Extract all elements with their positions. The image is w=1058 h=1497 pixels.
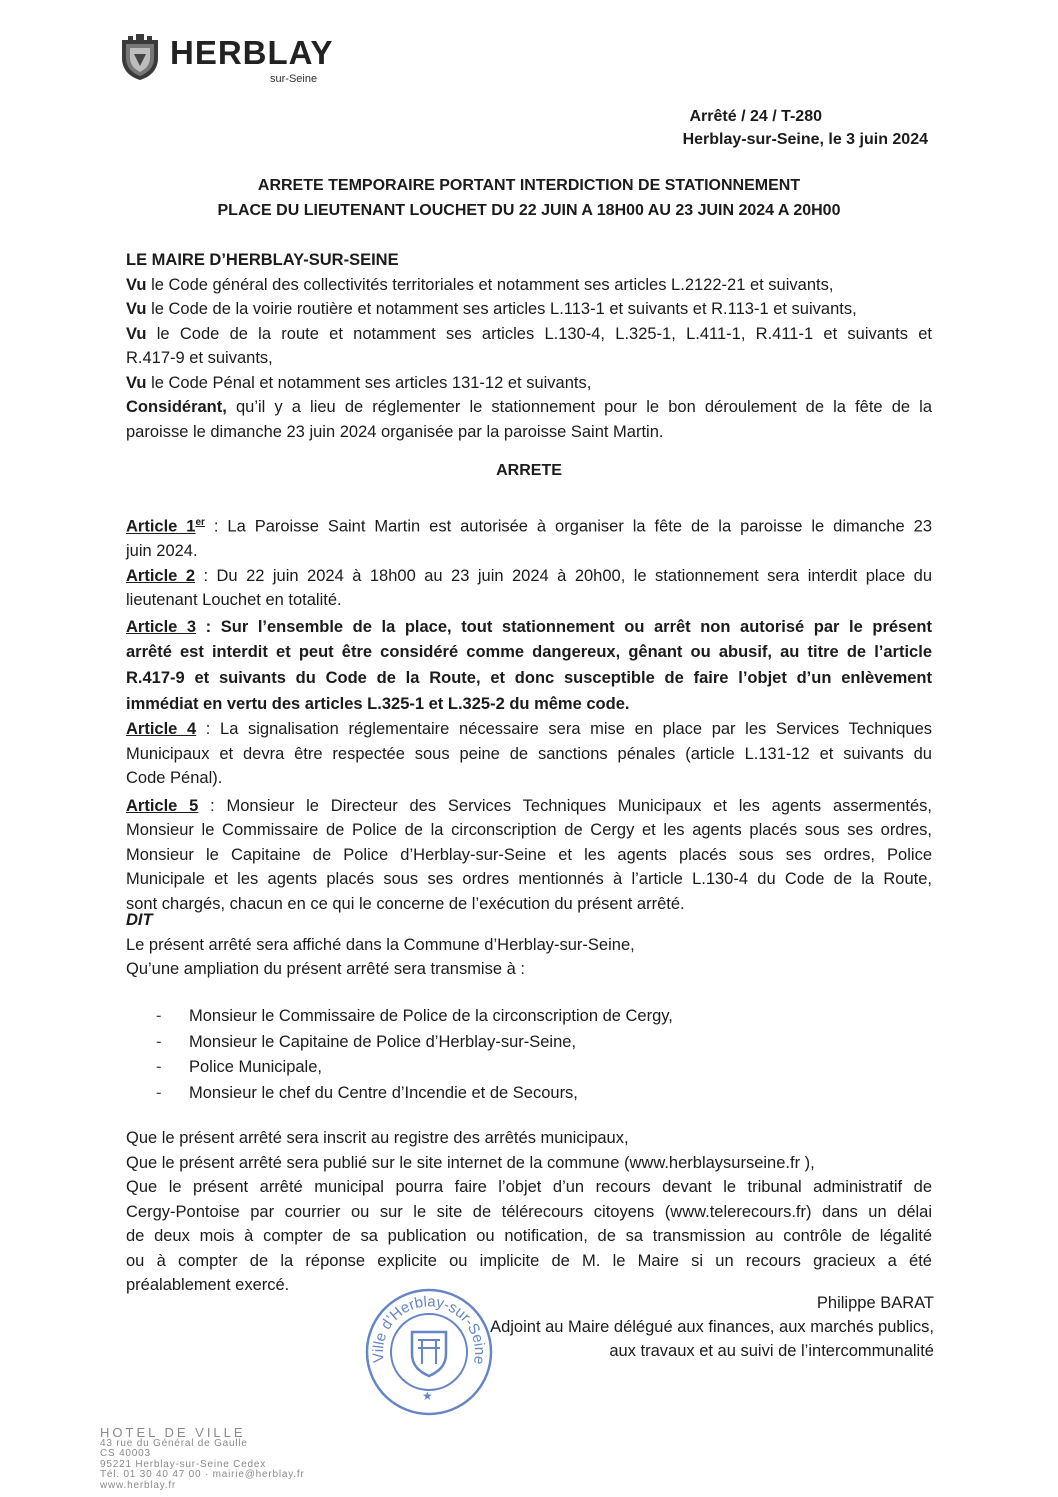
footer-line: 43 rue du Général de Gaulle [100,1437,248,1449]
vu-line: Vu le Code Pénal et notamment ses articles 131-12 et suivants, [126,373,592,392]
article-5-continued: sont chargés, chacun en ce qui le concerne de l’exécution du présent arrêté. [126,894,685,913]
vu-line: Vu le Code général des collectivités territoriales et notamment ses articles L.2122-21 et suivants, [126,275,834,294]
article-1: Article 1er : La Paroisse Saint Martin est autorisée à organiser la fête de la paroisse le dimanche 23 [126,517,933,536]
final-line: Cergy-Pontoise par courrier ou sur le site de télérecours citoyens (www.telerecours.fr) dans un délai [126,1202,932,1221]
dit-line: Le présent arrêté sera affiché dans la Commune d’Herblay-sur-Seine, [126,935,635,954]
svg-text:★: ★ [422,1389,433,1403]
final-provisions [126,1126,932,1298]
article-2: Article 2 : Du 22 juin 2024 à 18h00 au 23 juin 2024 à 20h00, le stationnement sera interdit place du [126,566,932,585]
document-title-line-2: PLACE DU LIEUTENANT LOUCHET DU 22 JUIN A 18H00 AU 23 JUIN 2024 A 20H00 [217,202,841,219]
list-item: - Police Municipale, [156,1058,322,1076]
article-3-continued: immédiat en vertu des articles L.325-1 et L.325-2 du même code. [126,695,630,713]
arrete-heading: ARRETE [496,462,562,479]
article-5: Article 5 : Monsieur le Directeur des Services Techniques Municipaux et les agents assermentés, [126,796,932,815]
final-line: Que le présent arrêté sera publié sur le site internet de la commune (www.herblaysurseine.fr ), [126,1153,815,1172]
final-line: ou à compter de la réponse explicite ou implicite de M. le Maire si un recours gracieux a été [126,1251,932,1270]
footer-line: 95221 Herblay-sur-Seine Cedex [100,1458,267,1470]
article-5-continued: Monsieur le Commissaire de Police de la circonscription de Cergy et les agents placés sous ses ordres, [126,821,932,839]
article-4-continued: Municipaux et devra être respectée sous peine de sanctions pénales (article L.131-12 et suivants du [126,744,932,763]
vu-line: Vu le Code de la route et notamment ses articles L.130-4, L.325-1, L.411-1, R.411-1 et suivants et [126,324,932,343]
final-line: Que le présent arrêté sera inscrit au registre des arrêtés municipaux, [126,1129,629,1147]
footer-line: HOTEL DE VILLE [100,1425,246,1440]
signatory-name: Philippe BARAT [816,1294,934,1312]
svg-text:Ville d’Herblay-sur-Seine: Ville d’Herblay-sur-Seine [369,1293,489,1366]
signature-block [454,1291,934,1363]
footer-line: www.herblay.fr [100,1479,177,1491]
final-line: préalablement exercé. [126,1276,290,1294]
article-3-continued: arrêté est interdit et peut être considéré comme dangereux, gênant ou abusif, au titre de l’article [126,643,932,661]
vu-line-continued: R.417-9 et suivants, [126,349,273,367]
herblay-logo [116,28,356,92]
list-item: - Monsieur le Commissaire de Police de la circonscription de Cergy, [156,1007,673,1025]
articles [126,511,932,916]
place-and-date: Herblay-sur-Seine, le 3 juin 2024 [682,131,928,148]
vu-line: Vu le Code de la voirie routière et notamment ses articles L.113-1 et suivants et R.113-1 et suivants, [126,300,857,318]
footer-line: Tél. 01 30 40 47 00 · mairie@herblay.fr [100,1469,305,1480]
decree-reference: Arrêté / 24 / T-280 [689,108,822,125]
mayor-heading: LE MAIRE D’HERBLAY-SUR-SEINE [126,251,399,269]
considerant-line: Considérant, qu’il y a lieu de réglementer le stationnement pour le bon déroulement de la fête de la [126,398,932,416]
article-4: Article 4 : La signalisation réglementaire nécessaire sera mise en place par les Services Techniques [126,720,932,738]
article-5-continued: Municipale et les agents placés sous ses ordres mentionnés à l’article L.130-4 du Code de la Route, [126,870,932,888]
footer-address [100,1425,430,1491]
logo-subtitle: sur-Seine [270,73,318,85]
coat-of-arms-icon [116,32,164,82]
final-line: de deux mois à compter de sa publication ou notification, de sa transmission au contrôle de légalité [126,1227,932,1245]
footer-line: CS 40003 [100,1448,151,1459]
final-line: Que le présent arrêté municipal pourra faire l’objet d’un recours devant le tribunal administratif de [126,1178,932,1196]
logo-name: HERBLAY [170,34,334,71]
article-3-continued: R.417-9 et suivants du Code de la Route, et donc susceptible de faire l’objet d’un enlèvement [126,669,932,687]
dit-section [126,908,932,982]
list-item: - Monsieur le chef du Centre d’Incendie et de Secours, [156,1083,578,1102]
signatory-role: Adjoint au Maire délégué aux finances, aux marchés publics, [490,1318,934,1336]
article-2-continued: lieutenant Louchet en totalité. [126,591,342,609]
preamble [126,248,932,444]
article-3: Article 3 : Sur l’ensemble de la place, tout stationnement ou arrêt non autorisé par le présent [126,617,932,636]
distribution-list [156,1004,856,1106]
dit-label: DIT [126,911,153,929]
considerant-line-continued: paroisse le dimanche 23 juin 2024 organisée par la paroisse Saint Martin. [126,422,664,441]
article-4-continued: Code Pénal). [126,769,223,787]
article-5-continued: Monsieur le Capitaine de Police d’Herblay-sur-Seine et les agents placés sous ses ordres, Police [126,845,932,864]
signatory-role: aux travaux et au suivi de l’intercommunalité [609,1342,934,1360]
list-item: - Monsieur le Capitaine de Police d’Herblay-sur-Seine, [156,1032,577,1051]
dit-line: Qu’une ampliation du présent arrêté sera transmise à : [126,960,525,978]
article-1-continued: juin 2024. [126,542,198,560]
document-title-line-1: ARRETE TEMPORAIRE PORTANT INTERDICTION DE STATIONNEMENT [257,177,801,194]
